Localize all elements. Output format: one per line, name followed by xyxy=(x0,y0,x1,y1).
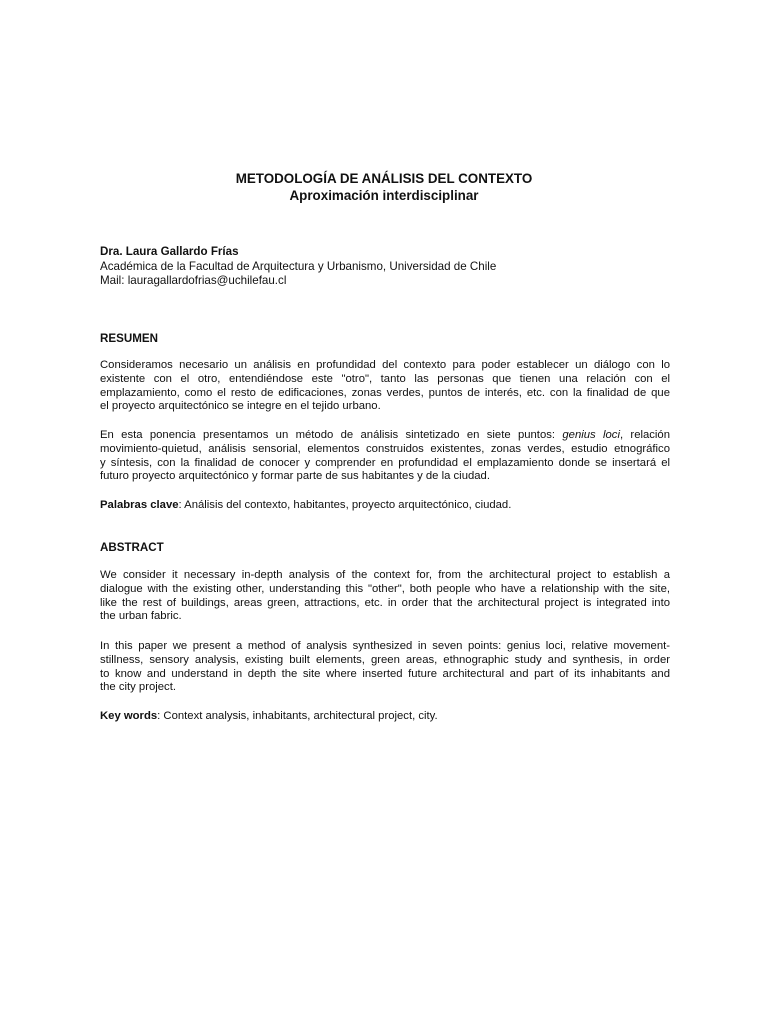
resumen-p2-line: futuro proyecto arquitectónico y formar parte de sus habitantes y de la ciudad. xyxy=(100,470,490,483)
abstract-p2-line: to know and understand in depth the site where inserted future architectural and part of its inhabitants and xyxy=(100,667,670,680)
abstract-paragraph-1 xyxy=(100,569,670,624)
abstract-heading: ABSTRACT xyxy=(100,541,164,554)
abstract-paragraph-2 xyxy=(100,640,670,695)
resumen-p1-line: emplazamiento, como el resto de edificaciones, zonas verdes, puntos de interés, etc. con la finalidad de que xyxy=(100,386,670,399)
abstract-p1-line: the urban fabric. xyxy=(100,610,182,623)
title-block xyxy=(0,170,768,204)
resumen-paragraph-1 xyxy=(100,359,670,414)
resumen-section xyxy=(100,332,670,346)
author-name: Dra. Laura Gallardo Frías xyxy=(100,245,239,258)
abstract-p2-line: In this paper we present a method of analysis synthesized in seven points: genius loci, relative movement- xyxy=(100,640,670,652)
resumen-paragraph-2 xyxy=(100,429,670,484)
resumen-p1-line: existente con el otro, entendiéndose este "otro", tanto las personas que tienen una relación con el xyxy=(100,372,670,385)
author-affiliation: Académica de la Facultad de Arquitectura y Urbanismo, Universidad de Chile xyxy=(100,259,497,273)
resumen-p1-line: Consideramos necesario un análisis en profundidad del contexto para poder establecer un diálogo con lo xyxy=(100,359,670,371)
abstract-p1-line: dialogue with the existing other, understanding this "other", both people who have a relationship with the site, xyxy=(100,582,670,595)
abstract-keywords-label: Key words xyxy=(100,710,158,722)
resumen-p1-line: el proyecto arquitectónico se integre en el tejido urbano. xyxy=(100,400,381,413)
resumen-keywords xyxy=(100,499,670,513)
resumen-p2-line xyxy=(100,429,670,443)
resumen-p2-line: y síntesis, con la finalidad de conocer y comprender en profundidad el emplazamiento donde se insertará el xyxy=(100,456,670,469)
resumen-p2-post: , relación xyxy=(619,429,670,441)
abstract-keywords xyxy=(100,710,670,724)
resumen-p2-pre: En esta ponencia presentamos un método de análisis sintetizado en siete puntos: xyxy=(100,429,556,441)
abstract-section xyxy=(100,541,670,555)
author-mail: Mail: lauragallardofrias@uchilefau.cl xyxy=(100,274,287,287)
paper-subtitle: Aproximación interdisciplinar xyxy=(289,188,479,203)
resumen-p2-line: movimiento-quietud, análisis sensorial, elementos construidos existentes, zonas verdes, estudio etnográfico xyxy=(100,442,670,455)
abstract-p2-line: stillness, sensory analysis, existing built elements, green areas, ethnographic study and synthesis, in order xyxy=(100,653,670,666)
resumen-keywords-text: : Análisis del contexto, habitantes, proyecto arquitectónico, ciudad. xyxy=(178,499,512,511)
resumen-p2-italic: genius loci xyxy=(562,429,620,441)
paper-title: METODOLOGÍA DE ANÁLISIS DEL CONTEXTO xyxy=(235,171,533,186)
resumen-heading: RESUMEN xyxy=(100,332,158,345)
abstract-p1-line: like the rest of buildings, areas green, attractions, etc. in order that the architectural project is integrated into xyxy=(100,596,670,609)
abstract-p2-line: the city project. xyxy=(100,681,176,694)
abstract-p1-line: We consider it necessary in-depth analysis of the context for, from the architectural project to establish a xyxy=(100,569,670,581)
author-block xyxy=(100,245,670,289)
resumen-keywords-label: Palabras clave xyxy=(100,499,179,511)
abstract-keywords-text: : Context analysis, inhabitants, architectural project, city. xyxy=(157,710,438,722)
